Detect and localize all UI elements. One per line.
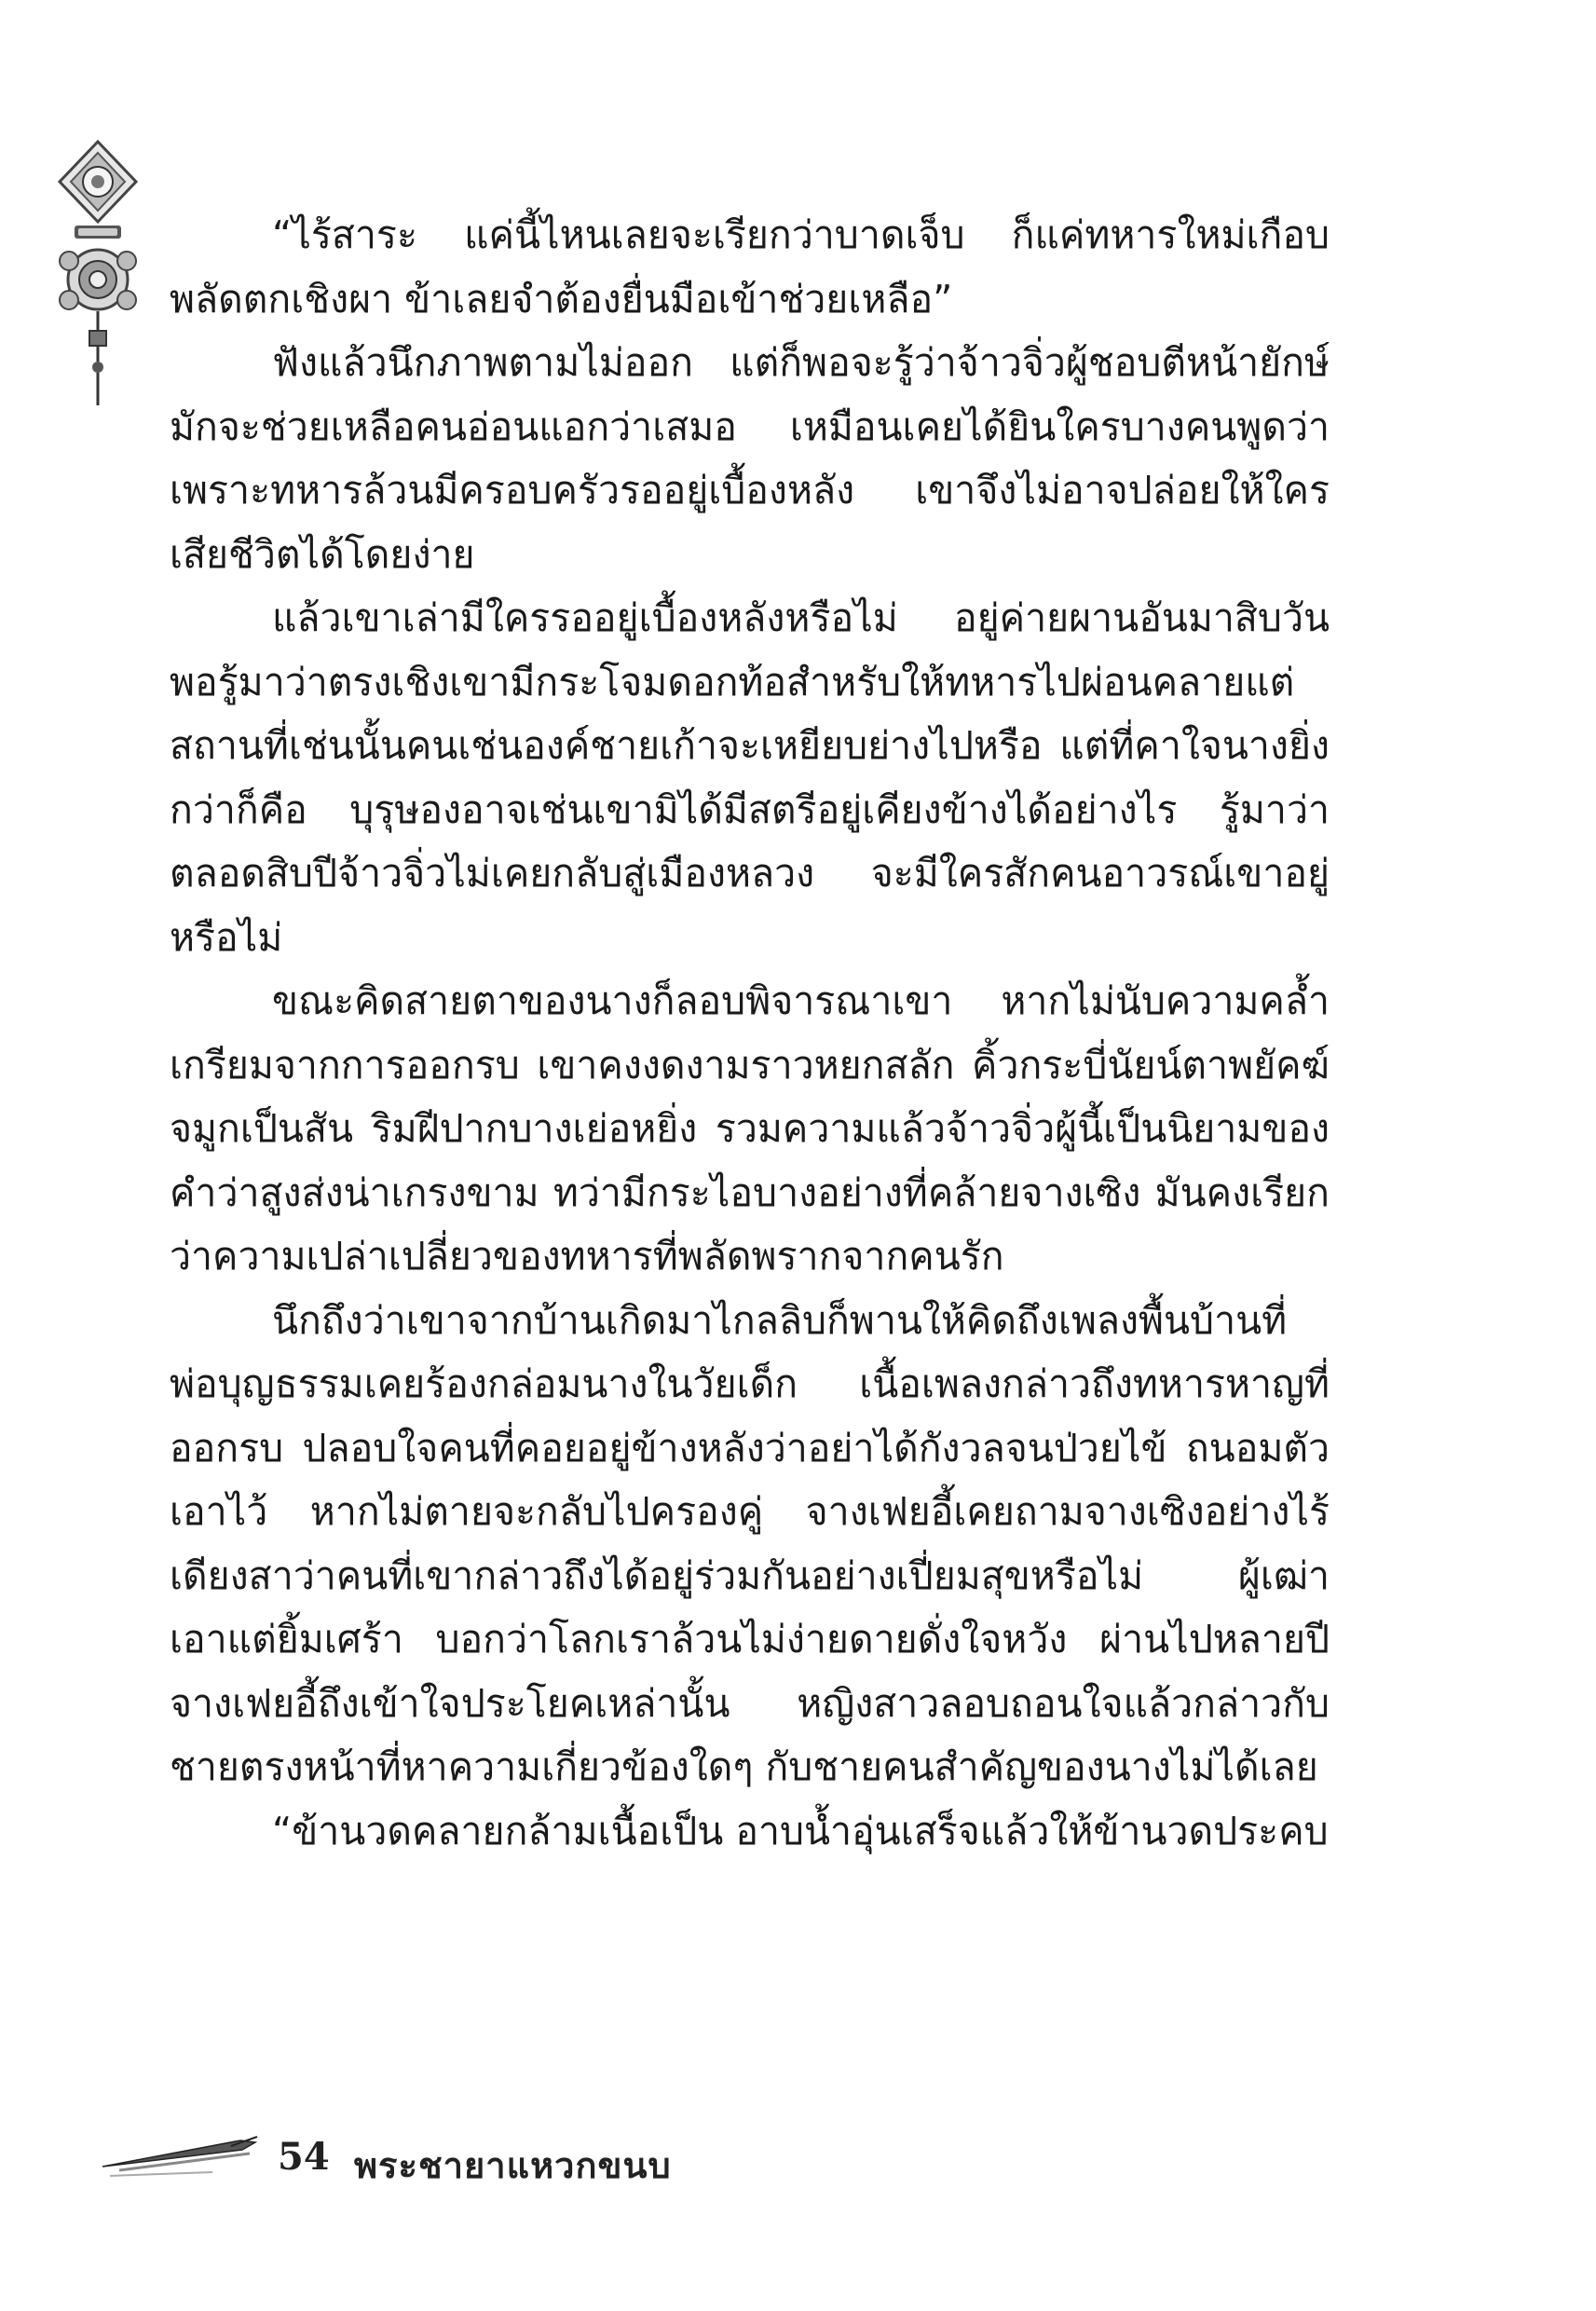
paragraph: นึกถึงว่าเขาจากบ้านเกิดมาไกลลิบก็พานให้คิดถึงเพลงพื้นบ้านที่พ่อบุญธรรมเคยร้องกล่อมนางในวัยเด็ก เนื้อเพลงกล่าวถึงทหารหาญที่ออกรบ ปลอบใจคนที่คอยอยู่ข้างหลังว่าอย่าได้กังวลจนป่วยไข้ ถนอมตัวเอาไว้ หากไม่ตายจะกลับไปครองคู่ จางเฟยอี้เคยถามจางเซิงอย่างไร้เดียงสาว่าคนที่เขากล่าวถึงได้อยู่ร่วมกันอย่างเปี่ยมสุขหรือไม่ ผู้เฒ่าเอาแต่ยิ้มเศร้า บอกว่าโลกเราล้วนไม่ง่ายดายดั่งใจหวัง ผ่านไปหลายปีจางเฟยอี้ถึงเข้าใจประโยคเหล่านั้น หญิงสาวลอบถอนใจแล้วกล่าวกับชายตรงหน้าที่หาความเกี่ยวข้องใดๆ กับชายคนสำคัญของนางไม่ได้เลย	[170, 1297, 1330, 1789]
paragraph: ฟังแล้วนึกภาพตามไม่ออก แต่ก็พอจะรู้ว่าจ้าวจิ่วผู้ชอบตีหน้ายักษ์มักจะช่วยเหลือคนอ่อนแอกว่าเสมอ เหมือนเคยได้ยินใครบางคนพูดว่าเพราะทหารล้วนมีครอบครัวรออยู่เบื้องหลัง เขาจึงไม่อาจปล่อยให้ใครเสียชีวิตได้โดยง่าย	[170, 340, 1330, 577]
publisher-emblem-icon	[54, 140, 143, 410]
pen-icon	[101, 2129, 259, 2185]
paragraph: “ไร้สาระ แค่นี้ไหนเลยจะเรียกว่าบาดเจ็บ ก็แค่ทหารใหม่เกือบพลัดตกเชิงผา ข้าเลยจำต้องยื่นมือเข้าช่วยเหลือ”	[170, 212, 1330, 321]
book-title: พระชายาแหวกขนบ	[354, 2145, 672, 2186]
paragraph: ขณะคิดสายตาของนางก็ลอบพิจารณาเขา หากไม่นับความคล้ำเกรียมจากการออกรบ เขาคงงดงามราวหยกสลัก คิ้วกระบี่นัยน์ตาพยัคฆ์จมูกเป็นสัน ริมฝีปากบางเย่อหยิ่ง รวมความแล้วจ้าวจิ่วผู้นี้เป็นนิยามของคำว่าสูงส่งน่าเกรงขาม ทว่ามีกระไอบางอย่างที่คล้ายจางเซิง มันคงเรียกว่าความเปล่าเปลี่ยวของทหารที่พลัดพรากจากคนรัก	[170, 978, 1330, 1279]
paragraph: แล้วเขาเล่ามีใครรออยู่เบื้องหลังหรือไม่ อยู่ค่ายผานอันมาสิบวันพอรู้มาว่าตรงเชิงเขามีกระโจมดอกท้อสำหรับให้ทหารไปผ่อนคลายแต่สถานที่เช่นนั้นคนเช่นองค์ชายเก้าจะเหยียบย่างไปหรือ แต่ที่คาใจนางยิ่งกว่าก็คือ บุรุษองอาจเช่นเขามิได้มีสตรีอยู่เคียงข้างได้อย่างไร รู้มาว่าตลอดสิบปีจ้าวจิ่วไม่เคยกลับสู่เมืองหลวง จะมีใครสักคนอาวรณ์เขาอยู่หรือไม่	[170, 595, 1330, 960]
body-text	[170, 203, 1330, 1863]
page-number: 54	[278, 2135, 330, 2179]
paragraph: “ข้านวดคลายกล้ามเนื้อเป็น อาบน้ำอุ่นเสร็จแล้วให้ข้านวดประคบ	[272, 1808, 1329, 1853]
page-footer	[101, 2129, 753, 2195]
